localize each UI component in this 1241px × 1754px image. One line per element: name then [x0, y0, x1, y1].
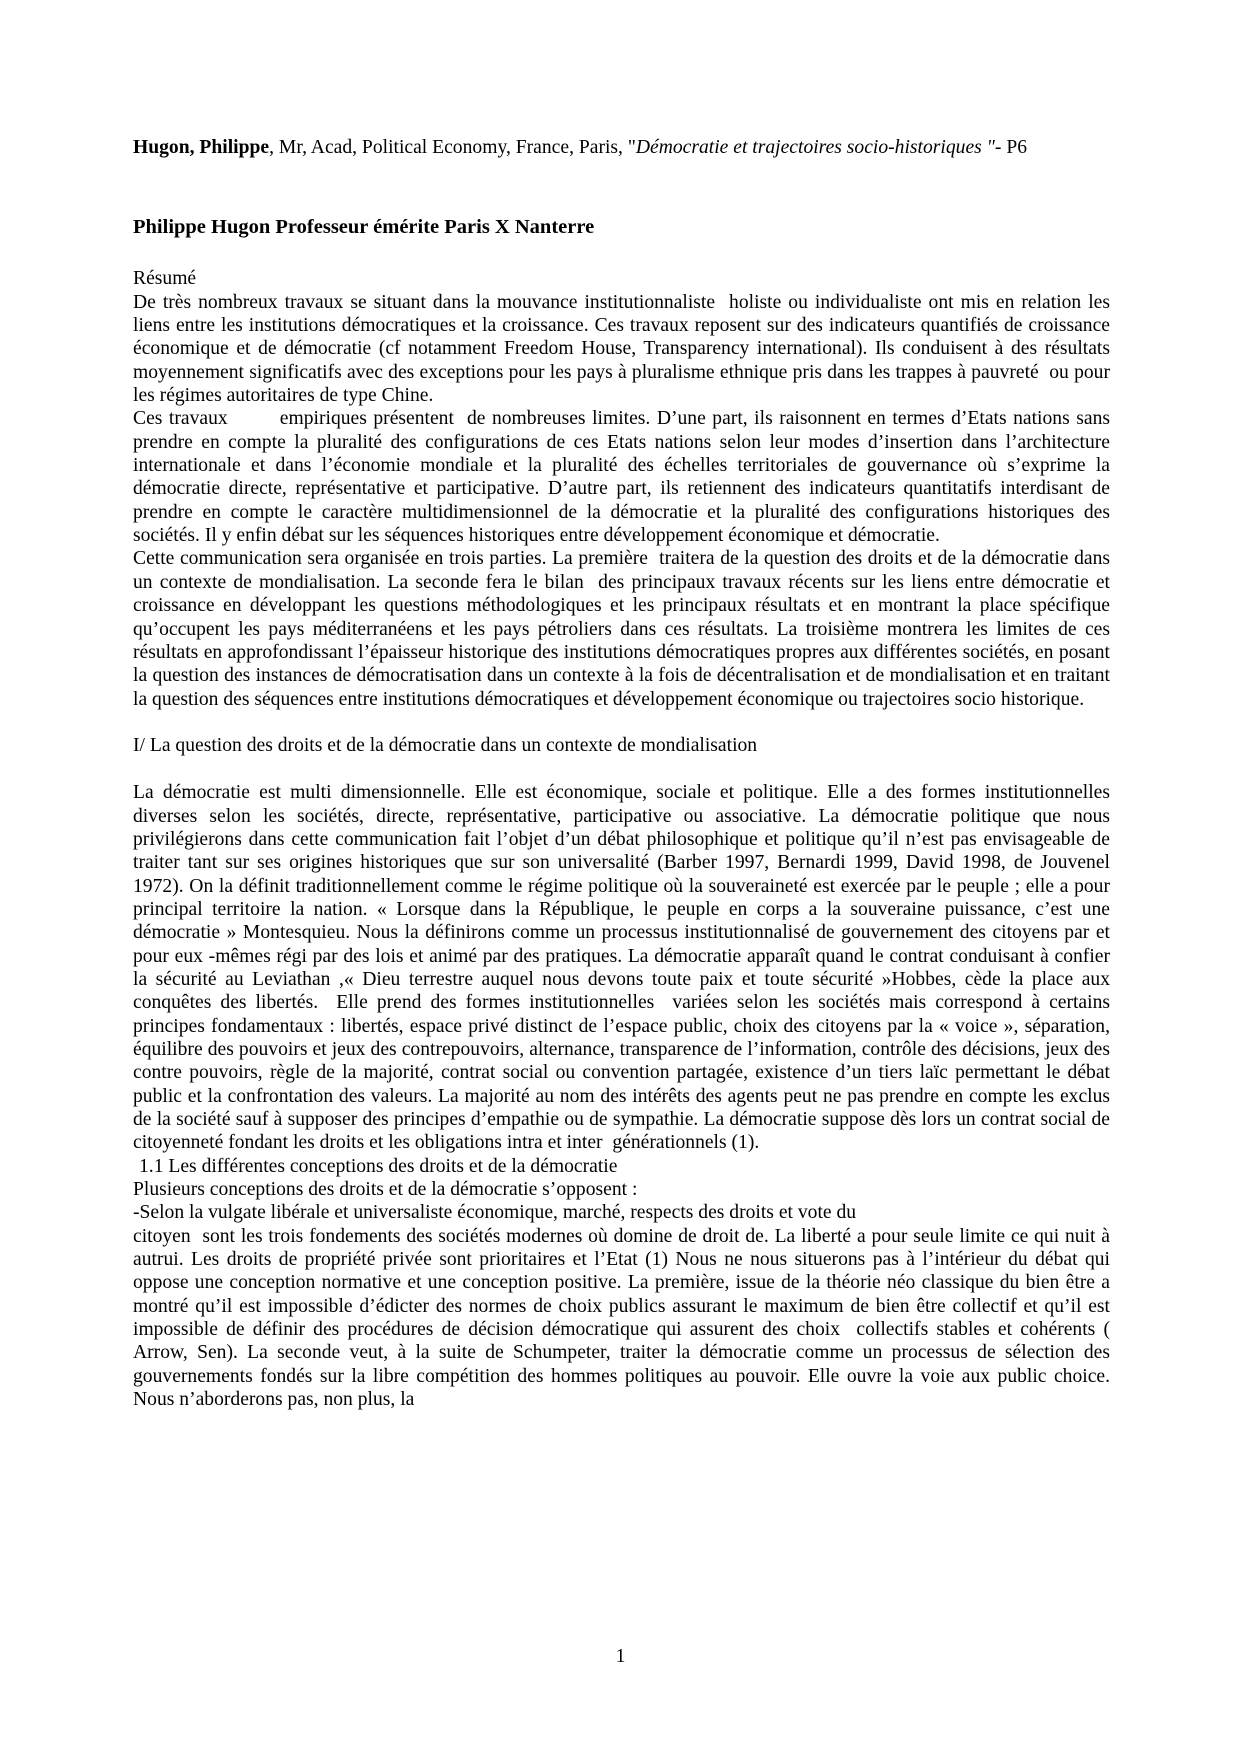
- section-1-heading: I/ La question des droits et de la démocratie dans un contexte de mondialisation: [133, 734, 758, 756]
- abstract-paragraph-1: De très nombreux travaux se situant dans la mouvance institutionnaliste holiste ou individualiste ont mis en relation les liens entre les institutions démocratiques et la croissance. Ces travaux reposent sur des indicateurs quantifiés de croissance économique et de démocratie (cf notamment Freedom House, Transparency international). Ils conduisent à des résultats moyennement significatifs avec des exceptions pour les pays à pluralisme ethnique pris dans les trappes à pauvreté ou pour les régimes autoritaires de type Chine.: [133, 291, 1110, 407]
- author-name: Hugon, Philippe: [133, 137, 270, 158]
- resume-label: Résumé: [133, 268, 197, 290]
- liberal-vulgate-line: -Selon la vulgate libérale et universaliste économique, marché, respects des droits et vote du: [133, 1202, 857, 1224]
- section-1-paragraph: La démocratie est multi dimensionnelle. Elle est économique, sociale et politique. Elle a des formes institutionnelles diverses selon les sociétés, directe, représentative, participative ou associative. La démocratie politique que nous privilégierons dans cette communication fait l’objet d’un débat philosophique et politique qu’il n’est pas envisageable de traiter tant sur ses origines historiques que sur son universalité (Barber 1997, Bernardi 1999, David 1998, de Jouvenel 1972). On la définit traditionnellement comme le régime politique où la souveraineté est exercée par le peuple ; elle a pour principal territoire la nation. « Lorsque dans la République, le peuple en corps a la souveraine puissance, c’est une démocratie » Montesquieu. Nous la définirons comme un processus institutionnalisé de gouvernement des citoyens par et pour eux -mêmes régi par des lois et animé par des pratiques. La démocratie apparaît quand le contrat conduisant à confier la sécurité au Leviathan ,« Dieu terrestre auquel nous devons toute paix et toute sécurité »Hobbes, cède la place aux conquêtes des libertés. Elle prend des formes institutionnelles variées selon les sociétés mais correspond à certains principes fondamentaux : libertés, espace privé distinct de l’espace public, choix des citoyens par la « voice », séparation, équilibre des pouvoirs et jeux des contrepouvoirs, alternance, transparence de l’information, contrôle des décisions, jeux des contre pouvoirs, règle de la majorité, contrat social ou convention partagée, existence d’un tiers laïc permettant le débat public et la confrontation des valeurs. La majorité au nom des intérêts des agents peut ne pas prendre en compte les exclus de la société sauf à supposer des principes d’empathie ou de sympathie. La démocratie suppose dès lors un contrat social de citoyenneté fondant les droits et les obligations intra et inter générationnels (1).: [133, 782, 1110, 1154]
- body-paragraph-2: citoyen sont les trois fondements des sociétés modernes où domine de droit de. La liberté a pour seule limite ce qui nuit à autrui. Les droits de propriété privée sont prioritaires et l’Etat (1) Nous ne nous situerons pas à l’intérieur du débat qui oppose une conception normative et une conception positive. La première, issue de la théorie néo classique du bien être a montré qu’il est impossible d’édicter des normes de choix publics assurant le maximum de bien être collectif et qu’il est impossible de définir des procédures de décision démocratique qui assurent des choix collectifs stables et cohérents ( Arrow, Sen). La seconde veut, à la suite de Schumpeter, traiter la démocratie comme un processus de sélection des gouvernements fondés sur la libre compétition des hommes politiques au pouvoir. Elle ouvre la voie aux public choice. Nous n’aborderons pas, non plus, la: [133, 1225, 1110, 1411]
- paper-title: Démocratie et trajectoires socio-historiques ": [635, 137, 995, 158]
- subsection-1-1-heading: 1.1 Les différentes conceptions des droits et de la démocratie: [139, 1155, 618, 1177]
- abstract-paragraph-3: Cette communication sera organisée en trois parties. La première traitera de la question des droits et de la démocratie dans un contexte de mondialisation. La seconde fera le bilan des principaux travaux récents sur les liens entre démocratie et croissance en développant les questions méthodologiques et les principaux résultats et en montrant la place spécifique qu’occupent les pays méditerranéens et les pays pétroliers dans ces résultats. La troisième montrera les limites de ces résultats en approfondissant l’épaisseur historique des institutions démocratiques propres aux différentes sociétés, en posant la question des instances de démocratisation dans un contexte à la fois de décentralisation et de mondialisation et en traitant la question des séquences entre institutions démocratiques et développement économique ou trajectoires socio historique.: [133, 548, 1110, 710]
- conceptions-intro-line: Plusieurs conceptions des droits et de la démocratie s’opposent :: [133, 1179, 638, 1201]
- page-title: Philippe Hugon Professeur émérite Paris X Nanterre: [133, 216, 595, 239]
- abstract-paragraph-2: Ces travaux empiriques présentent de nombreuses limites. D’une part, ils raisonnent en termes d’Etats nations sans prendre en compte la pluralité des configurations de ces Etats nations selon leur modes d’insertion dans l’architecture internationale et dans l’économie mondiale et la pluralité des échelles territoriales de gouvernance où s’exprime la démocratie directe, représentative et participative. D’autre part, ils retiennent des indicateurs quantitatifs interdisant de prendre en compte le caractère multidimensionnel de la démocratie et la pluralité des configurations historiques des sociétés. Il y enfin débat sur les séquences historiques entre développement économique et démocratie.: [133, 408, 1110, 547]
- citation-meta: , Mr, Acad, Political Economy, France, Paris, ": [269, 137, 636, 158]
- citation-line: [133, 136, 1110, 159]
- page-number: 1: [615, 1645, 626, 1667]
- citation-page-ref: - P6: [994, 137, 1028, 158]
